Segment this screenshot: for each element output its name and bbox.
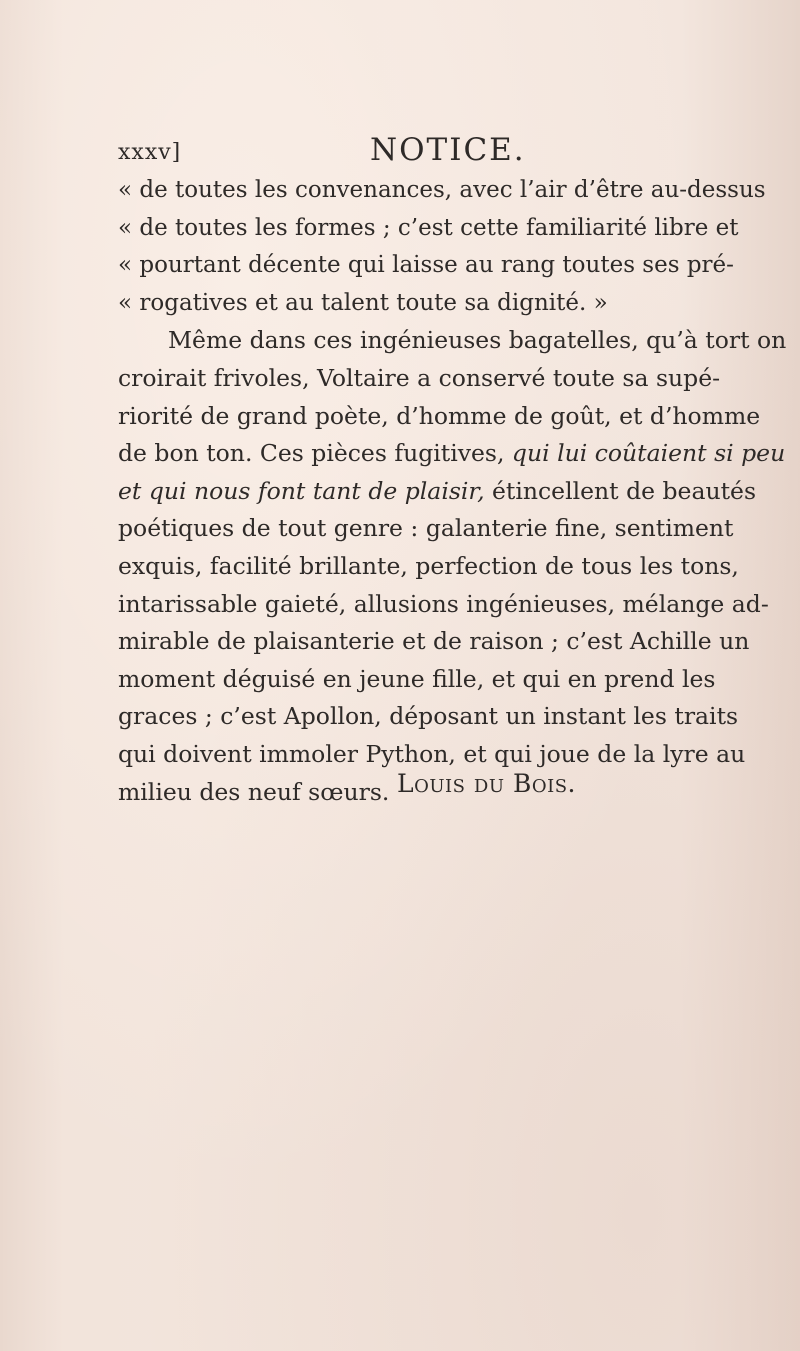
text-line: riorité de grand poète, d’homme de goût, et d’homme: [118, 401, 761, 430]
text-line: [118, 435, 786, 473]
paragraph-first-line: Même dans ces ingénieuses bagatelles, qu’à tort on: [168, 326, 787, 355]
text-line: qui doivent immoler Python, et qui joue de la lyre au: [118, 739, 746, 768]
page-title: NOTICE.: [370, 132, 526, 168]
italic-segment: et qui nous font tant de plaisir,: [118, 476, 485, 505]
italic-segment: qui lui coûtaient si peu: [504, 439, 786, 468]
text-line: mirable de plaisanterie et de raison ; c’est Achille un: [118, 627, 750, 656]
body-text: [118, 172, 787, 811]
text-line: milieu des neuf sœurs.: [118, 777, 390, 806]
text-line: croirait frivoles, Voltaire a conservé toute sa supé-: [118, 363, 721, 392]
text-line: intarissable gaieté, allusions ingénieuses, mélange ad-: [118, 589, 769, 618]
text-line: poétiques de tout genre : galanterie fine, sentiment: [118, 514, 734, 543]
text-line: moment déguisé en jeune fille, et qui en prend les: [118, 664, 716, 693]
page-number: xxxv]: [118, 140, 182, 165]
text-line: exquis, facilité brillante, perfection de tous les tons,: [118, 551, 739, 580]
text-line: « rogatives et au talent toute sa dignité. »: [118, 289, 608, 316]
running-head: [118, 132, 698, 172]
text-segment: étincellent de beautés: [484, 476, 757, 505]
author-signature: Louis du Bois.: [397, 769, 576, 798]
text-segment: de bon ton. Ces pièces fugitives,: [118, 439, 505, 468]
text-line: graces ; c’est Apollon, déposant un instant les traits: [118, 702, 739, 731]
text-line: « pourtant décente qui laisse au rang toutes ses pré-: [118, 252, 734, 279]
text-line: « de toutes les formes ; c’est cette familiarité libre et: [118, 214, 739, 241]
text-line: « de toutes les convenances, avec l’air d’être au-dessus: [118, 177, 766, 203]
text-line: [118, 473, 757, 511]
